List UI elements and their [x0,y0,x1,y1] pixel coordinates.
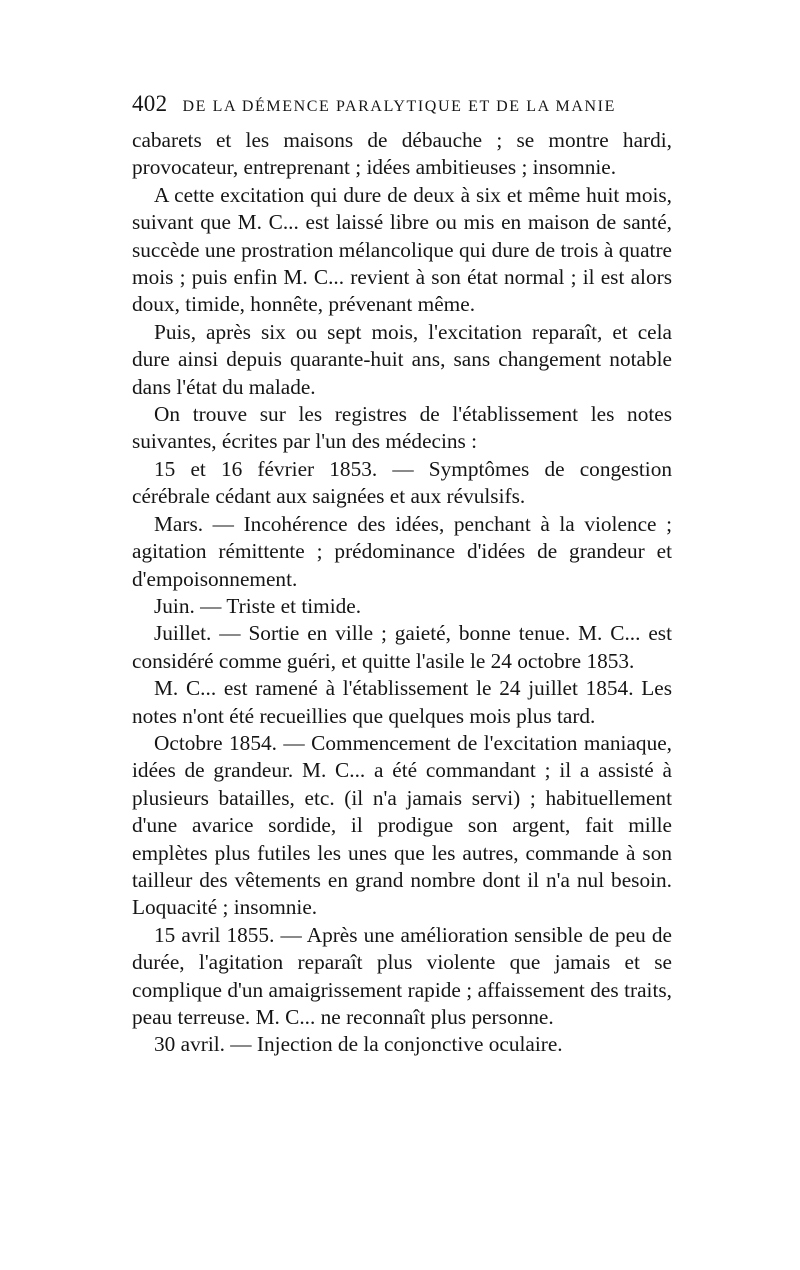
paragraph: A cette excitation qui dure de deux à six et même huit mois, suivant que M. C... est laissé libre ou mis en maison de santé, succède une prostration mélancolique qui dure de trois à quatre mois ; puis enfin M. C... revient à son état normal ; il est alors doux, timide, honnête, prévenant même. [132,182,672,317]
page-number: 402 [132,91,168,116]
paragraph: On trouve sur les registres de l'établissement les notes suivantes, écrites par l'un des médecins : [132,402,672,454]
page-header [132,91,672,125]
paragraph: Puis, après six ou sept mois, l'excitation reparaît, et cela dure ainsi depuis quarante-huit ans, sans changement notable dans l'état du malade. [132,319,672,399]
paragraph: 15 avril 1855. — Après une amélioration sensible de peu de durée, l'agitation reparaît plus violente que jamais et se complique d'un amaigrissement rapide ; affaissement des traits, peau terreuse. M. C... ne reconnaît plus personne. [132,922,672,1029]
paragraph-continued: cabarets et les maisons de débauche ; se montre hardi, provocateur, entreprenant ; idées ambitieuses ; insomnie. [132,128,672,180]
paragraph: M. C... est ramené à l'établissement le 24 juillet 1854. Les notes n'ont été recueillies que quelques mois plus tard. [132,676,672,728]
running-title: DE LA DÉMENCE PARALYTIQUE ET DE LA MANIE [182,98,616,115]
paragraph: Octobre 1854. — Commencement de l'excitation maniaque, idées de grandeur. M. C... a été commandant ; il a assisté à plusieurs batailles, etc. (il n'a jamais servi) ; habituellement d'une avarice sordide, il prodigue son argent, fait mille emplètes plus futiles les unes que les autres, commande à son tailleur des vêtements en grand nombre dont il n'a nul besoin. Loquacité ; insomnie. [132,730,672,920]
page-body [132,127,672,1059]
paragraph: Mars. — Incohérence des idées, penchant à la violence ; agitation rémittente ; prédominance d'idées de grandeur et d'empoisonnement. [132,511,672,591]
paragraph: Juillet. — Sortie en ville ; gaieté, bonne tenue. M. C... est considéré comme guéri, et quitte l'asile le 24 octobre 1853. [132,621,672,673]
paragraph: 15 et 16 février 1853. — Symptômes de congestion cérébrale cédant aux saignées et aux révulsifs. [132,456,672,509]
paragraph: 30 avril. — Injection de la conjonctive oculaire. [154,1032,563,1057]
paragraph: Juin. — Triste et timide. [154,593,362,618]
